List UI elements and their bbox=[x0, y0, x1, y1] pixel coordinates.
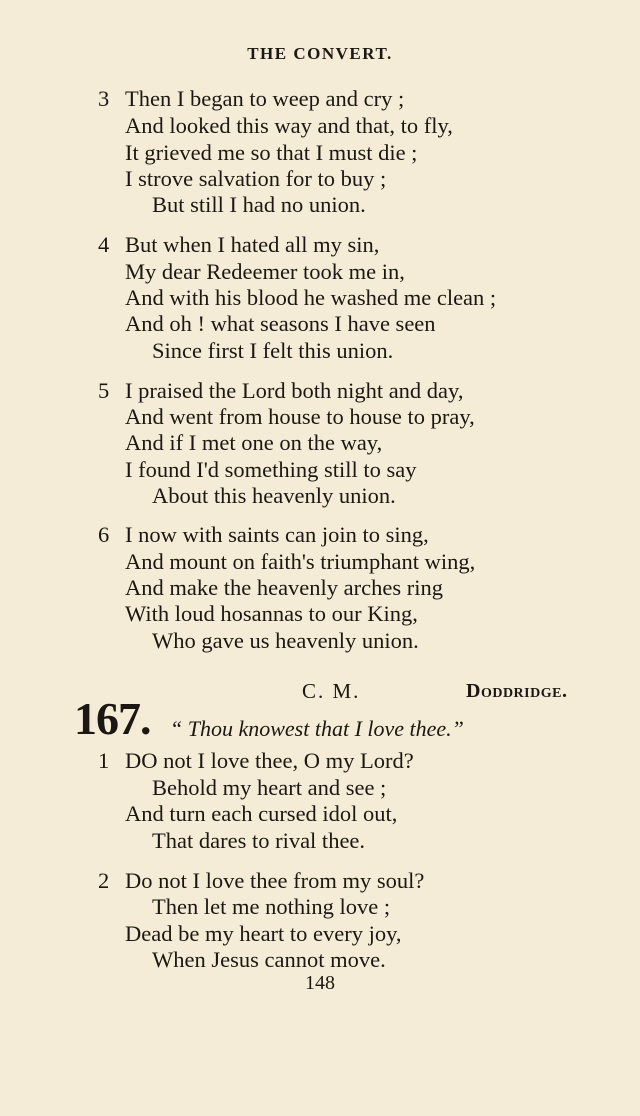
verse-line: But when I hated all my sin, bbox=[125, 232, 380, 257]
verse-line: And oh ! what seasons I have seen bbox=[125, 311, 436, 336]
verse-line: And mount on faith's triumphant wing, bbox=[125, 549, 476, 574]
verse-line-refrain: But still I had no union. bbox=[152, 192, 366, 217]
page-number: 148 bbox=[305, 972, 335, 994]
verse-line: And make the heavenly arches ring bbox=[125, 575, 443, 600]
verse-line: Do not I love thee from my soul? bbox=[125, 868, 425, 893]
verse-line: It grieved me so that I must die ; bbox=[125, 140, 418, 165]
stanza-number: 1 bbox=[98, 748, 110, 773]
verse-line: Then let me nothing love ; bbox=[152, 894, 391, 919]
verse-line: I now with saints can join to sing, bbox=[125, 522, 429, 547]
verse-line: And if I met one on the way, bbox=[125, 430, 383, 455]
verse-line: I strove salvation for to buy ; bbox=[125, 166, 387, 191]
verse-line: That dares to rival thee. bbox=[152, 828, 366, 853]
verse-line: I praised the Lord both night and day, bbox=[125, 378, 464, 403]
verse-line-refrain: Who gave us heavenly union. bbox=[152, 628, 419, 653]
stanza-number: 4 bbox=[98, 232, 110, 257]
running-head: THE CONVERT. bbox=[247, 44, 393, 63]
hymn-number: 167. bbox=[74, 693, 151, 744]
stanza-number: 3 bbox=[98, 86, 110, 111]
verse-line: And looked this way and that, to fly, bbox=[125, 113, 453, 138]
verse-line: Then I began to weep and cry ; bbox=[125, 86, 405, 111]
verse-line-refrain: About this heavenly union. bbox=[152, 483, 396, 508]
verse-line: And with his blood he washed me clean ; bbox=[125, 285, 497, 310]
hymn-epigraph: “ Thou knowest that I love thee.” bbox=[170, 716, 464, 741]
hymn-meter: C. M. bbox=[302, 679, 361, 703]
stanza-number: 6 bbox=[98, 522, 110, 547]
verse-line: My dear Redeemer took me in, bbox=[125, 259, 405, 284]
verse-line: And turn each cursed idol out, bbox=[125, 801, 398, 826]
hymn-author: Doddridge. bbox=[466, 680, 568, 702]
stanza-number: 2 bbox=[98, 868, 110, 893]
verse-line: Behold my heart and see ; bbox=[152, 775, 387, 800]
stanza-number: 5 bbox=[98, 378, 110, 403]
verse-line: And went from house to house to pray, bbox=[125, 404, 475, 429]
verse-line: With loud hosannas to our King, bbox=[125, 601, 418, 626]
verse-line: I found I'd something still to say bbox=[125, 457, 417, 482]
verse-line: DO not I love thee, O my Lord? bbox=[125, 748, 414, 773]
verse-line-refrain: Since first I felt this union. bbox=[152, 338, 394, 363]
verse-line: Dead be my heart to every joy, bbox=[125, 921, 402, 946]
verse-line: When Jesus cannot move. bbox=[152, 947, 386, 972]
